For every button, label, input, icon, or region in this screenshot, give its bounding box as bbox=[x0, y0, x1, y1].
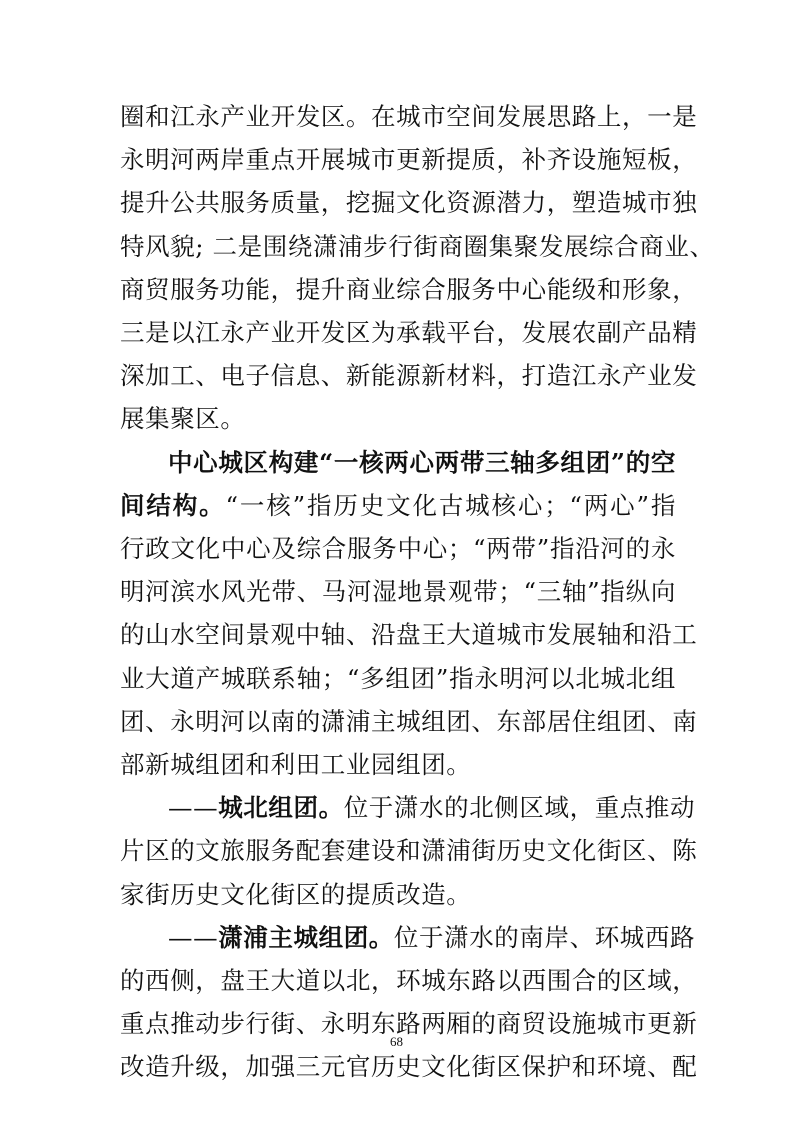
paragraph-2-line: 的山水空间景观中轴、沿盘王大道城市发展轴和沿工 bbox=[120, 620, 698, 650]
paragraph-2-line: 业大道产城联系轴；“多组团”指永明河以北城北组 bbox=[120, 663, 676, 693]
paragraph-3-line-text: 位于潇水的北侧区域，重点推动 bbox=[343, 793, 696, 823]
paragraph-2-line bbox=[120, 487, 676, 525]
paragraph-1-line: 特风貌; 二是围绕潇浦步行街商圈集聚发展综合商业、 bbox=[120, 231, 715, 261]
paragraph-2-line: 明河滨水风光带、马河湿地景观带；“三轴”指纵向 bbox=[120, 577, 676, 607]
paragraph-2-line: 团、永明河以南的潇浦主城组团、东部居住组团、南 bbox=[120, 706, 698, 736]
paragraph-2-line: 行政文化中心及综合服务中心；“两带”指沿河的永 bbox=[120, 534, 676, 563]
paragraph-4-heading: 潇浦主城组团。 bbox=[218, 922, 394, 952]
paragraph-4-line: 重点推动步行街、永明东路两厢的商贸设施城市更新 bbox=[120, 1009, 698, 1039]
paragraph-3-heading: 城北组团。 bbox=[218, 793, 344, 823]
paragraph-1-line: 展集聚区。 bbox=[120, 404, 246, 434]
paragraph-3-line: 片区的文旅服务配套建设和潇浦街历史文化街区、陈 bbox=[120, 836, 698, 866]
paragraph-2-heading-continued: 间结构。 bbox=[120, 490, 226, 520]
paragraph-2-heading: 中心城区构建“一核两心两带三轴多组团”的空 bbox=[168, 447, 676, 477]
paragraph-1-line: 圈和江永产业开发区。在城市空间发展思路上，一是 bbox=[120, 102, 698, 131]
paragraph-4-line: 改造升级，加强三元官历史文化街区保护和环境、配 bbox=[120, 1052, 698, 1082]
paragraph-4-line-text: 位于潇水的南岸、环城西路 bbox=[393, 922, 696, 952]
paragraph-2-line-text: “一核”指历史文化古城核心；“两心”指 bbox=[225, 490, 676, 520]
paragraph-4-line: 的西侧，盘王大道以北，环城东路以西围合的区域， bbox=[120, 966, 698, 995]
em-dash: —— bbox=[168, 922, 219, 952]
paragraph-1-line: 三是以江永产业开发区为承载平台，发展农副产品精 bbox=[120, 318, 698, 347]
paragraph-1-line: 永明河两岸重点开展城市更新提质，补齐设施短板， bbox=[120, 145, 698, 175]
em-dash: —— bbox=[168, 793, 219, 823]
paragraph-2-line: 部新城组团和利田工业园组团。 bbox=[120, 750, 472, 779]
paragraph-1-line: 商贸服务功能，提升商业综合服务中心能级和形象， bbox=[120, 274, 698, 304]
paragraph-4-line bbox=[168, 919, 696, 957]
paragraph-1-line: 深加工、电子信息、新能源新材料，打造江永产业发 bbox=[120, 361, 698, 391]
paragraph-1-line: 提升公共服务质量，挖掘文化资源潜力，塑造城市独 bbox=[120, 188, 698, 218]
page-number: 68 bbox=[390, 1034, 403, 1049]
paragraph-3-line: 家街历史文化街区的提质改造。 bbox=[120, 879, 472, 909]
paragraph-3-line bbox=[168, 789, 696, 827]
